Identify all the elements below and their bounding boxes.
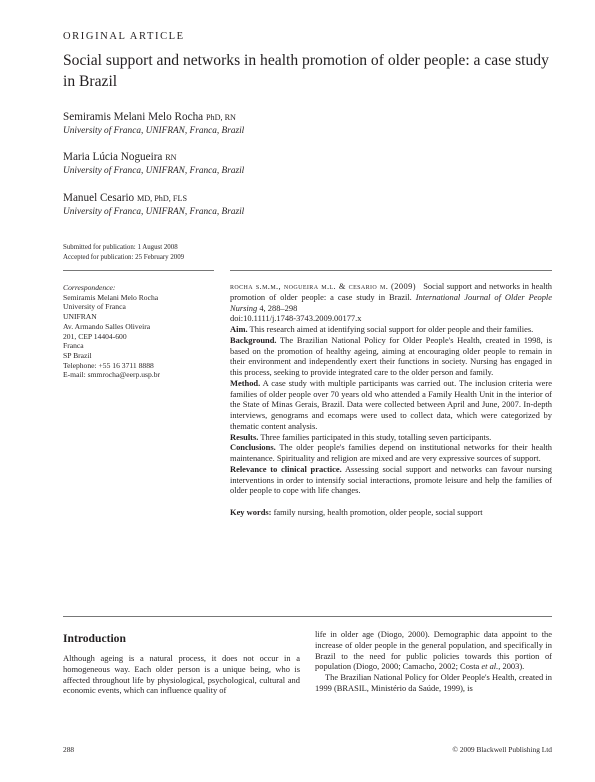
correspondence-block <box>63 283 160 380</box>
body-text: , 2003). <box>498 661 525 672</box>
author-block <box>63 110 244 137</box>
correspondence-email: E-mail: smmrocha@eerp.usp.br <box>63 370 161 380</box>
page-number: 288 <box>63 745 75 754</box>
author-block <box>63 191 244 218</box>
section-heading: Introduction <box>63 632 126 645</box>
accepted-date: Accepted for publication: 25 February 2009 <box>63 254 185 261</box>
correspondence-line: Telephone: +55 16 3711 8888 <box>63 360 154 370</box>
citation-journal: International Journal of Older People Nursing <box>230 291 552 313</box>
abstract-background <box>230 335 552 378</box>
submitted-date: Submitted for publication: 1 August 2008 <box>63 244 178 251</box>
divider <box>63 616 552 617</box>
section-label: ORIGINAL ARTICLE <box>63 31 185 42</box>
abstract-text: The Brazilian National Policy for Older People's Health, created in 1998, is based on the promotion of healthy ageing, aiming at encouraging older people to remain in their environment and independently exert their functions in society. Nursing has engaged in this process, seeking to provide integrated care to the older person and family. <box>230 334 552 377</box>
abstract-text: A case study with multiple participants was carried out. The inclusion criteria were families of older people over 70 years old who attended a Family Health Unit in the interior of the State of Minas Gerais, Brazil. Data were collected between April and June, 2007. In-depth interviews, genograms and ecomaps were used to collect data, which were categorized by thematic content analysis. <box>230 377 552 431</box>
citation-volume: 4, 288–298 <box>259 302 298 313</box>
body-text: life in older age (Diogo, 2000). Demographic data appoint to the increase of older people in the general population, and specifically in Brazil to the need for public policies towards this portion of population (Diogo, 2000; Camacho, 2002; Costa <box>315 629 552 672</box>
citation <box>230 281 552 324</box>
body-paragraph <box>315 629 552 672</box>
abstract-text: This research aimed at identifying social support for older people and their families. <box>249 324 534 334</box>
author-credentials: RN <box>165 153 177 162</box>
abstract-text: Assessing social support and networks can favour nursing interventions in order to intensify social interactions, promote leisure and help the families of older people to cope with life changes. <box>230 463 552 496</box>
abstract-text: Three families participated in this study, totalling seven participants. <box>260 431 492 442</box>
author-affiliation: University of Franca, UNIFRAN, Franca, Brazil <box>63 126 245 136</box>
author-name <box>63 191 244 206</box>
citation-doi: doi:10.1111/j.1748-3743.2009.00177.x <box>230 313 362 324</box>
abstract-label: Results. <box>230 431 259 442</box>
abstract-label: Method. <box>230 377 261 388</box>
divider <box>230 270 552 271</box>
author-affiliation: University of Franca, UNIFRAN, Franca, Brazil <box>63 207 245 217</box>
abstract-method <box>230 378 552 432</box>
correspondence-line: 201, CEP 14404-600 <box>63 331 127 341</box>
abstract-label: Aim. <box>230 324 248 334</box>
correspondence-line: UNIFRAN <box>63 312 97 322</box>
abstract-conclusions <box>230 442 552 464</box>
citation-title: Social support and networks in health promotion of older people: a case study in Brazil. <box>230 281 552 302</box>
body-paragraph: The Brazilian National Policy for Older People's Health, created in 1999 (BRASIL, Ministério da Saúde, 1999), is <box>315 672 552 693</box>
author-name-text: Manuel Cesario <box>63 192 135 204</box>
copyright: © 2009 Blackwell Publishing Ltd <box>452 745 552 754</box>
body-column-right <box>315 629 552 694</box>
author-affiliation: University of Franca, UNIFRAN, Franca, Brazil <box>63 166 245 176</box>
correspondence-line: Semiramis Melani Melo Rocha <box>63 292 159 302</box>
author-credentials: MD, PhD, FLS <box>136 194 188 203</box>
author-credentials: PhD, RN <box>205 113 236 122</box>
correspondence-line: University of Franca <box>63 302 126 312</box>
author-name-text: Maria Lúcia Nogueira <box>63 151 163 163</box>
keywords-label: Key words: <box>230 507 272 517</box>
keywords <box>230 507 552 518</box>
divider <box>63 270 214 271</box>
abstract-label: Conclusions. <box>230 442 276 453</box>
abstract-aim <box>230 324 552 335</box>
correspondence-heading: Correspondence: <box>63 283 116 292</box>
correspondence-line: SP Brazil <box>63 350 92 360</box>
author-name <box>63 110 244 125</box>
abstract-label: Background. <box>230 334 277 345</box>
abstract-results <box>230 432 552 443</box>
author-name-text: Semiramis Melani Melo Rocha <box>63 111 204 123</box>
author-name <box>63 150 244 165</box>
body-paragraph: Although ageing is a natural process, it does not occur in a homogeneous way. Each older person is a unique being, who is affected throughout life by physiological, psychological, cultural and economic events, which can influence quality of <box>63 653 300 696</box>
citation-authors: rocha s.m.m., nogueira m.l. & cesario m. (2009) <box>230 281 416 291</box>
publication-dates <box>63 243 184 263</box>
abstract-relevance <box>230 464 552 496</box>
article-title: Social support and networks in health promotion of older people: a case study in Brazil <box>63 52 549 90</box>
keywords-text: family nursing, health promotion, older people, social support <box>273 507 483 517</box>
body-column-left <box>63 653 300 696</box>
correspondence-line: Franca <box>63 341 84 351</box>
correspondence-line: Av. Armando Salles Oliveira <box>63 321 151 331</box>
body-text-etal: et al. <box>481 661 499 672</box>
abstract <box>230 281 552 518</box>
author-block <box>63 150 244 177</box>
abstract-text: The older people's families depend on institutional networks for their health maintenance. Spirituality and religion are mixed and are very expressive sources of support. <box>230 442 552 463</box>
abstract-label: Relevance to clinical practice. <box>230 463 342 474</box>
